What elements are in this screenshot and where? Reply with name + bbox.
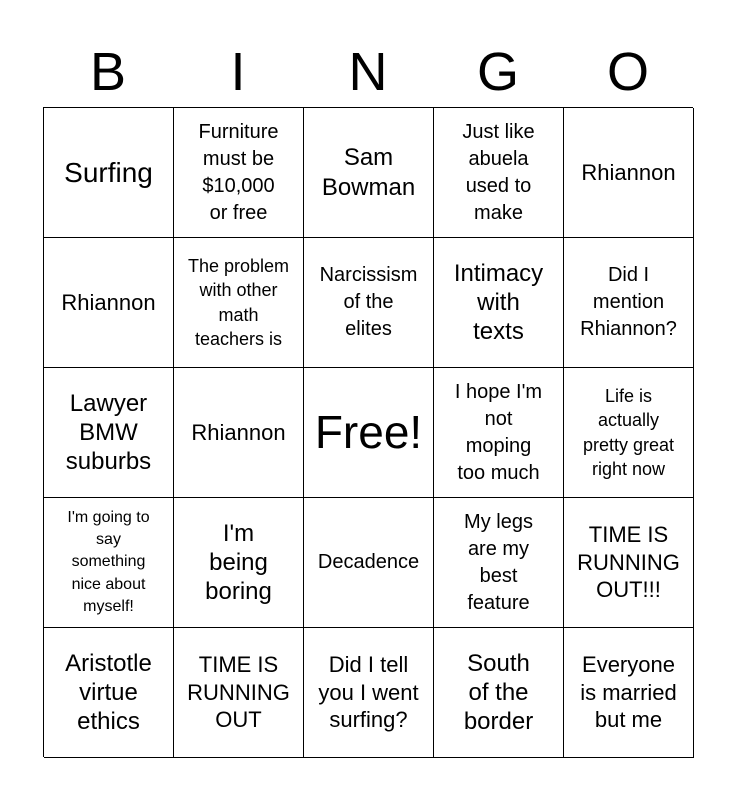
cell-text: Did I mention Rhiannon? — [580, 264, 677, 340]
free-space-text: Free! — [314, 405, 423, 458]
bingo-cell[interactable] — [44, 368, 174, 498]
cell-text: I'm being boring — [205, 519, 272, 606]
bingo-cell[interactable] — [304, 108, 434, 238]
cell-text: Surfing — [64, 156, 153, 188]
bingo-cell[interactable] — [304, 238, 434, 368]
bingo-cell[interactable] — [304, 628, 434, 758]
cell-text: The problem with other math teachers is — [187, 255, 290, 349]
cell-text: Narcissism of the elites — [319, 264, 418, 340]
bingo-cell[interactable] — [564, 628, 694, 758]
bingo-cell[interactable] — [434, 108, 564, 238]
cell-text: Lawyer BMW suburbs — [65, 389, 152, 476]
bingo-cell[interactable] — [44, 108, 174, 238]
bingo-cell[interactable] — [564, 108, 694, 238]
cell-text: Did I tell you I went surfing? — [318, 651, 419, 733]
bingo-cell[interactable] — [174, 498, 304, 628]
bingo-cell[interactable] — [564, 238, 694, 368]
cell-text: Aristotle virtue ethics — [65, 649, 152, 736]
header-letter-o: O — [606, 42, 649, 102]
cell-text: Rhiannon — [581, 159, 676, 185]
header-letter-n: N — [348, 42, 388, 102]
bingo-cell[interactable] — [434, 628, 564, 758]
cell-text: Sam Bowman — [321, 144, 416, 201]
bingo-cell[interactable] — [304, 498, 434, 628]
cell-text: Rhiannon — [191, 419, 286, 445]
bingo-cell[interactable] — [564, 368, 694, 498]
bingo-cell[interactable] — [434, 498, 564, 628]
free-space-cell[interactable] — [304, 368, 434, 498]
bingo-cell[interactable] — [174, 628, 304, 758]
cell-text: Decadence — [317, 551, 420, 573]
bingo-cell[interactable] — [434, 368, 564, 498]
cell-text: Everyone is married but me — [580, 651, 677, 733]
cell-text: Rhiannon — [61, 289, 156, 315]
bingo-cell[interactable] — [434, 238, 564, 368]
bingo-header — [43, 36, 693, 108]
header-letter-b: B — [89, 42, 127, 102]
cell-text: I'm going to say something nice about myself! — [67, 508, 150, 616]
bingo-cell[interactable] — [174, 238, 304, 368]
bingo-card-grid — [43, 107, 693, 757]
bingo-cell[interactable] — [564, 498, 694, 628]
header-letter-i: I — [230, 42, 246, 102]
cell-text: I hope I'm not moping too much — [454, 380, 543, 484]
bingo-cell[interactable] — [44, 498, 174, 628]
cell-text: Just like abuela used to make — [462, 120, 535, 224]
bingo-cell[interactable] — [44, 628, 174, 758]
cell-text: Intimacy with texts — [453, 259, 544, 346]
bingo-cell[interactable] — [44, 238, 174, 368]
cell-text: South of the border — [463, 649, 534, 736]
bingo-cell[interactable] — [174, 108, 304, 238]
cell-text: TIME IS RUNNING OUT — [187, 651, 290, 733]
cell-text: Furniture must be $10,000 or free — [198, 120, 279, 224]
cell-text: My legs are my best feature — [464, 510, 533, 614]
header-letter-g: G — [476, 42, 519, 102]
cell-text: TIME IS RUNNING OUT!!! — [577, 521, 680, 603]
cell-text: Life is actually pretty great right now — [582, 385, 675, 479]
bingo-cell[interactable] — [174, 368, 304, 498]
